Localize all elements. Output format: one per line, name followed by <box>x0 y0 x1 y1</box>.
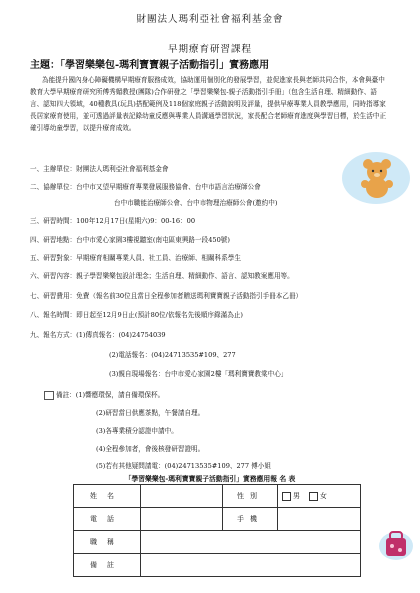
note-line: (5)若有其他疑問請電：(04)24713535#109、277 傅小姐 <box>96 462 271 470</box>
topic-prefix: 主題： <box>30 60 60 71</box>
list-item: 一、主辦單位：財團法人瑪利亞社會福利基金會 <box>30 165 169 173</box>
list-item: 三、研習時間：100年12月17日(星期六)9：00-16：00 <box>30 217 196 225</box>
course-title: 早期療育研習課程 <box>167 44 252 55</box>
female-checkbox[interactable] <box>309 492 318 501</box>
organization-name: 財團法人瑪利亞社會福利基金會 <box>136 14 284 25</box>
list-item: 九、報名方式：(1)傳真報名：(04)24754039 <box>30 331 166 339</box>
note-line: (4)全程參加者，會後核發研習證明。 <box>96 445 205 453</box>
mobile-field[interactable] <box>278 508 361 531</box>
name-field[interactable] <box>141 485 223 508</box>
male-checkbox[interactable] <box>282 492 291 501</box>
job-title-label: 職稱 <box>74 531 141 554</box>
teddy-bear-icon <box>338 146 412 208</box>
note-line: (2)研習當日供應茶點，午餐請自理。 <box>96 409 205 417</box>
list-item: 六、研習內容：親子學習樂樂包設計理念；生活自理、精細動作、語言、認知教案應用等。 <box>30 272 294 280</box>
gender-label: 性別 <box>223 485 278 508</box>
phone-label: 電話 <box>74 508 141 531</box>
topic-line <box>30 56 269 71</box>
registration-form <box>73 484 361 577</box>
phone-field[interactable] <box>141 508 223 531</box>
job-title-field[interactable] <box>141 531 361 554</box>
list-item: (3)親自現場報名：台中市愛心家園2樓「瑪利寶寶教棠中心」 <box>109 370 288 378</box>
remark-label: 備註 <box>74 554 141 577</box>
name-label: 姓名 <box>74 485 141 508</box>
list-item: 二、協辦單位：台中市又望早期療育專業發展服務協會、台中市語言治療師公會 <box>30 183 261 191</box>
list-item: (2)電話報名：(04)24713535#109、277 <box>109 351 236 359</box>
remark-field[interactable] <box>141 554 361 577</box>
bag-icon <box>378 526 414 562</box>
form-title: 「學習樂樂包-瑪利寶寶親子活動指引」實務應用報 名 表 <box>124 475 296 483</box>
list-item: 四、研習地點：台中市愛心家園3樓視聽室(南屯區東興路一段450號) <box>30 236 230 244</box>
note-line: (3)各專業積分認證申請中。 <box>96 427 178 435</box>
memo-icon <box>44 391 54 400</box>
notes-label: 備註：(1)響應環保，請自備環保杯。 <box>44 389 164 400</box>
gender-options: 男 女 <box>278 485 361 508</box>
list-item: 七、研習費用：免費（報名前30位且當日全程參加者贈送瑪利寶寶親子活動指引手冊本乙冊） <box>30 292 303 300</box>
list-item: 台中市職能治療師公會、台中市物理治療師公會(邀約中) <box>114 199 278 207</box>
intro-paragraph: 為能提升國內身心障礙機構早期療育服務成效，協助運用個別化的發展學習，並促進家長與老師共同合作，本會與臺中教育大學早期療育研究所傅秀媚教授(團隊)合作研發之「學習樂樂包-親子活動指引手冊」（包含生活自理、精細動作、語言、認知四大領域，40種教具(玩具)搭配範例及118個家庭親子活動說明及評量，提供早療專業人員教學應用，同時指導家長居家療育使用，並可透過評量表記錄幼童反應與專業人員溝通學習狀況，家長配合老師療育進度與學習目標，於生活中正確引導幼童學習，以提升療育成效。 <box>30 76 387 132</box>
topic-title: 「學習樂樂包-瑪利寶寶親子活動指引」實務應用 <box>60 60 270 71</box>
list-item: 五、研習對象：早期療育相關專業人員、社工員、治療師、相關科系學生 <box>30 254 241 262</box>
mobile-label: 手機 <box>223 508 278 531</box>
list-item: 八、報名時間：即日起至12月9日止(預計80位/依報名先後順序錄滿為止) <box>30 311 243 319</box>
